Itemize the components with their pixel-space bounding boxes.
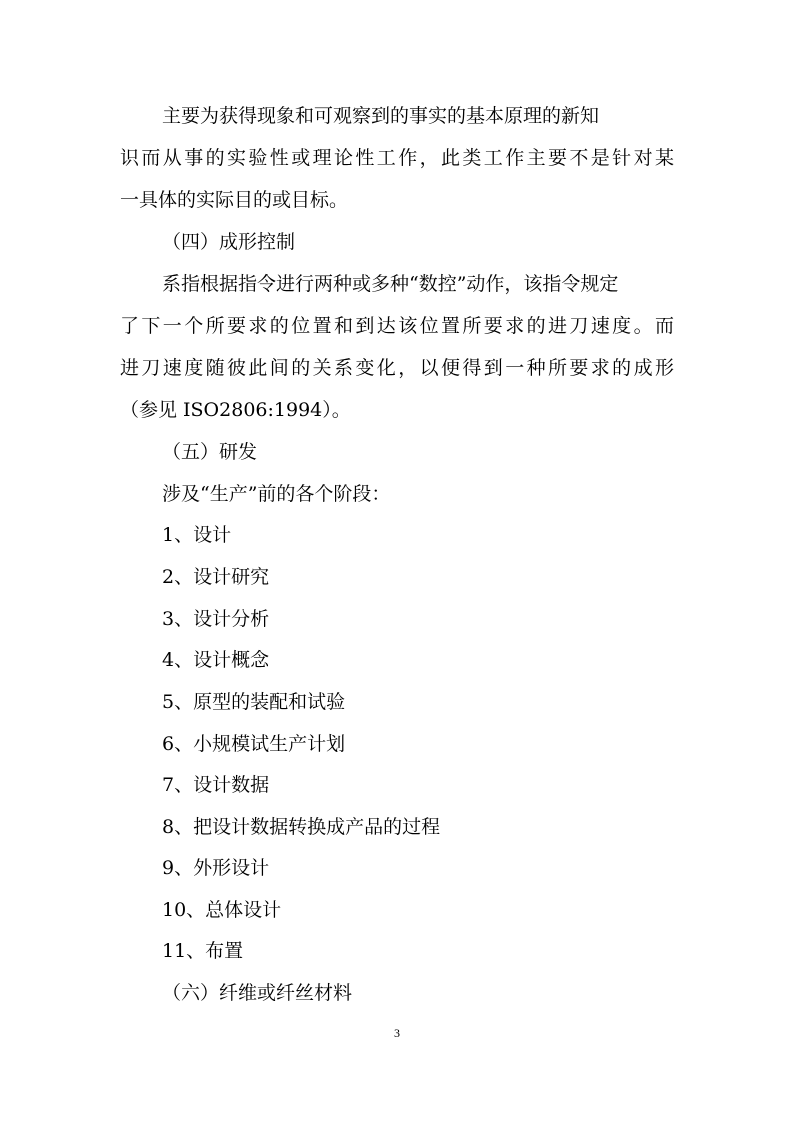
list-item: 2、设计研究 (162, 566, 270, 588)
paragraph-2-line-3: 进刀速度随彼此间的关系变化，以便得到一种所要求的成形 (120, 357, 674, 379)
list-item: 5、原型的装配和试验 (162, 691, 346, 713)
section-heading-6: （六）纤维或纤丝材料 (162, 982, 353, 1004)
list-item: 4、设计概念 (162, 649, 270, 671)
list-item: 10、总体设计 (162, 899, 282, 921)
section-heading-4: （四）成形控制 (162, 231, 296, 253)
list-item: 9、外形设计 (162, 857, 270, 879)
paragraph-1-line-3: 一具体的实际目的或目标。 (120, 189, 349, 211)
paragraph-1-line-2: 识而从事的实验性或理论性工作，此类工作主要不是针对某 (120, 147, 674, 169)
rd-intro: 涉及“生产”前的各个阶段： (162, 483, 391, 505)
list-item: 11、布置 (162, 940, 244, 962)
paragraph-2-line-2: 了下一个所要求的位置和到达该位置所要求的进刀速度。而 (120, 315, 674, 337)
list-item: 3、设计分析 (162, 608, 270, 630)
section-heading-5: （五）研发 (162, 441, 258, 463)
paragraph-2-line-1: 系指根据指令进行两种或多种“数控”动作，该指令规定 (162, 273, 619, 295)
page-number: 3 (394, 1026, 400, 1040)
paragraph-1-line-1: 主要为获得现象和可观察到的事实的基本原理的新知 (162, 105, 600, 127)
paragraph-2-line-4: （参见 ISO2806:1994）。 (120, 399, 351, 421)
list-item: 7、设计数据 (162, 774, 270, 796)
list-item: 8、把设计数据转换成产品的过程 (162, 816, 441, 838)
list-item: 1、设计 (162, 524, 232, 546)
list-item: 6、小规模试生产计划 (162, 733, 346, 755)
